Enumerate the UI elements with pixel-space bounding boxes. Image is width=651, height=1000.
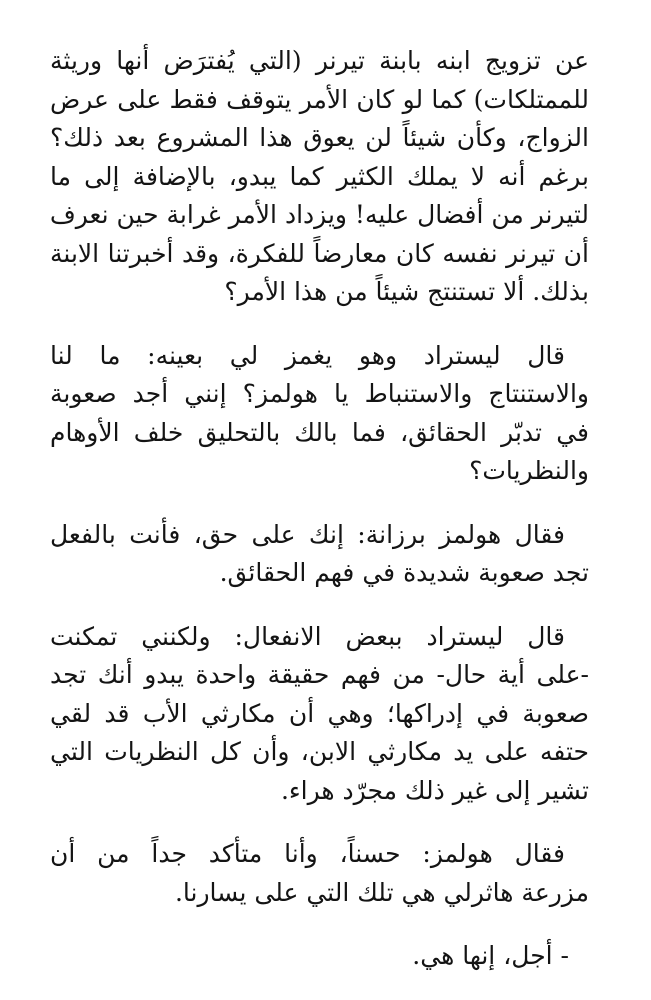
text-line: مزرعة هاثرلي هي تلك التي على يسارنا.	[174, 877, 589, 907]
text-line: أن تيرنر نفسه كان معارضاً للفكرة، وقد أخبرتنا الابنة	[50, 238, 589, 268]
text-line: للممتلكات) كما لو كان الأمر يتوقف فقط على عرض	[50, 84, 589, 114]
text-line: برغم أنه لا يملك الكثير كما يبدو، بالإضافة إلى ما	[50, 161, 589, 191]
text-line: تجد صعوبة شديدة في فهم الحقائق.	[219, 558, 589, 587]
text-line: فقال هولمز برزانة: إنك على حق، فأنت بالفعل	[50, 519, 565, 549]
text-line: قال ليستراد ببعض الانفعال: ولكنني تمكنت	[50, 621, 565, 651]
paragraph-5	[50, 835, 589, 912]
text-line: صعوبة في إدراكها؛ وهي أن مكارثي الأب قد لقي	[50, 698, 589, 728]
text-line: في تدبّر الحقائق، فما بالك بالتحليق خلف الأوهام	[50, 417, 589, 447]
text-line: تشير إلى غير ذلك مجرّد هراء.	[280, 775, 589, 805]
paragraph-1	[50, 42, 589, 312]
text-line: -على أية حال- من فهم حقيقة واحدة يبدو أنك تجد	[50, 660, 589, 689]
paragraph-4	[50, 618, 589, 811]
text-line: - أجل، إنها هي.	[412, 941, 569, 970]
paragraph-6	[50, 937, 589, 976]
text-line: فقال هولمز: حسناً، وأنا متأكد جداً من أن	[50, 839, 565, 868]
text-line: بذلك. ألا تستنتج شيئاً من هذا الأمر؟	[224, 277, 589, 306]
text-line: الزواج، وكأن شيئاً لن يعوق هذا المشروع بعد ذلك؟	[50, 123, 589, 152]
text-line: لتيرنر من أفضال عليه! ويزداد الأمر غرابة حين نعرف	[50, 200, 589, 229]
text-line: حتفه على يد مكارثي الابن، وأن كل النظريات التي	[50, 737, 589, 766]
paragraph-3	[50, 516, 589, 593]
text-line: والنظريات؟	[469, 456, 589, 485]
text-line: عن تزويج ابنه بابنة تيرنر (التي يُفترَض أنها وريثة	[50, 46, 589, 75]
paragraph-2	[50, 337, 589, 491]
text-line: والاستنتاج والاستنباط يا هولمز؟ إنني أجد صعوبة	[50, 379, 589, 408]
text-line: قال ليستراد وهو يغمز لي بعينه: ما لنا	[50, 340, 565, 370]
